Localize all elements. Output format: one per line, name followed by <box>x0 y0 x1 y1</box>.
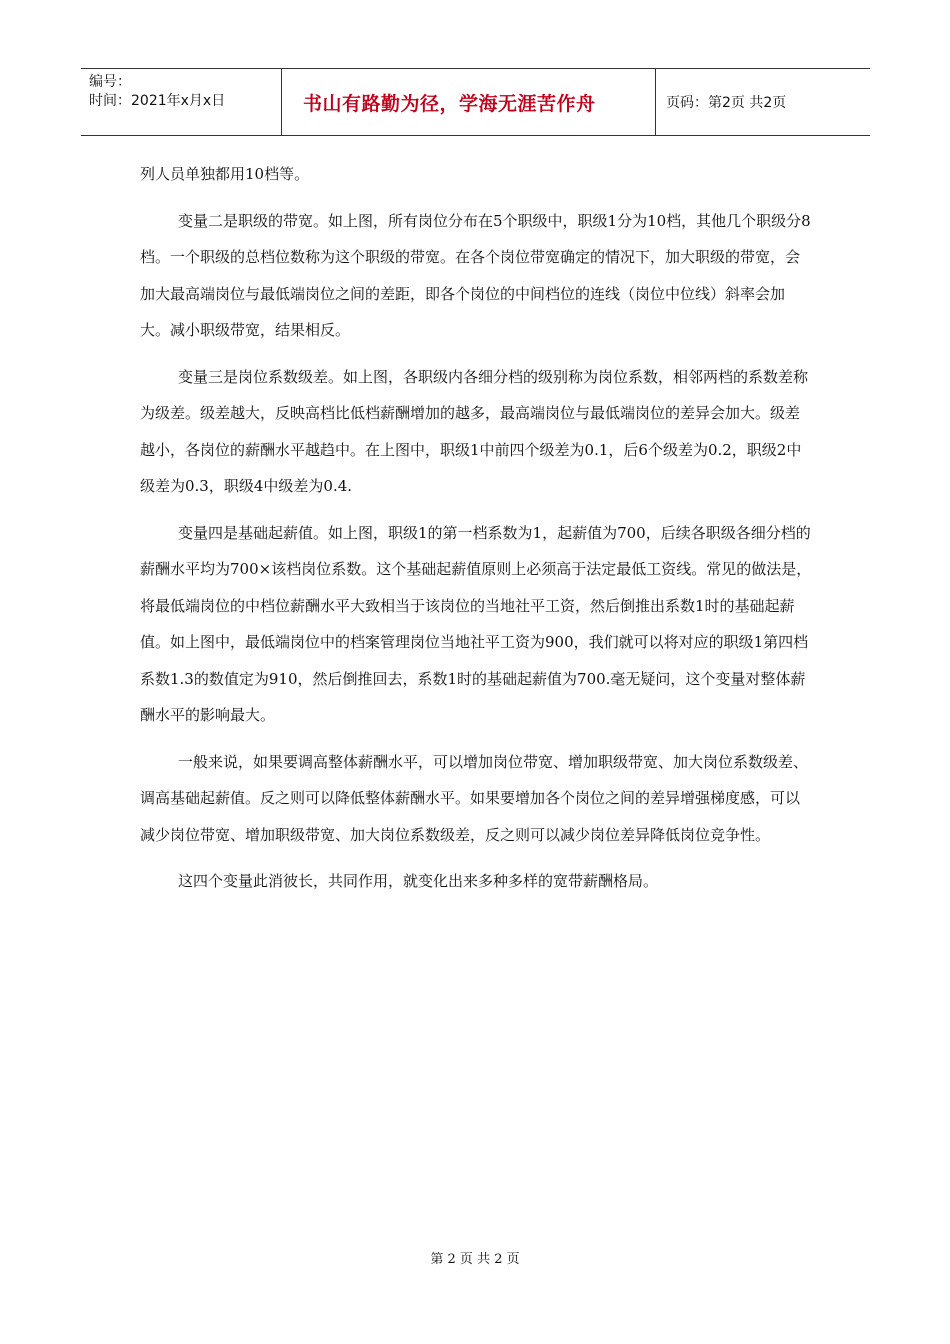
paragraph-variable-two: 变量二是职级的带宽。如上图，所有岗位分布在5个职级中，职级1分为10档，其他几个职级分8档。一个职级的总档位数称为这个职级的带宽。在各个岗位带宽确定的情况下，加大职级的带宽，会加大最高端岗位与最低端岗位之间的差距，即各个岗位的中间档位的连线（岗位中位线）斜率会加大。减小职级带宽，结果相反。 <box>140 211 811 339</box>
paragraph-variable-three: 变量三是岗位系数级差。如上图，各职级内各细分档的级别称为岗位系数，相邻两档的系数差称为级差。级差越大，反映高档比低档薪酬增加的越多，最高端岗位与最低端岗位的差异会加大。级差越小，各岗位的薪酬水平越趋中。在上图中，职级1中前四个级差为0.1，后6个级差为0.2，职级2中级差为0.3，职级4中级差为0.4. <box>140 367 809 495</box>
header-meta <box>81 69 282 135</box>
paragraph-continuation: 列人员单独都用10档等。 <box>140 165 310 183</box>
document-date: 时间：2021年x月x日 <box>89 93 226 109</box>
header-motto: 书山有路勤为径，学海无涯苦作舟 <box>282 69 656 135</box>
page-footer: 第 2 页 共 2 页 <box>430 1252 520 1267</box>
document-body <box>140 156 812 910</box>
paragraph-conclusion: 这四个变量此消彼长，共同作用，就变化出来多种多样的宽带薪酬格局。 <box>178 872 659 890</box>
paragraph-variable-four: 变量四是基础起薪值。如上图，职级1的第一档系数为1，起薪值为700，后续各职级各细分档的薪酬水平均为700×该档岗位系数。这个基础起薪值原则上必须高于法定最低工资线。常见的做法是，将最低端岗位的中档位薪酬水平大致相当于该岗位的当地社平工资，然后倒推出系数1时的基础起薪值。如上图中，最低端岗位中的档案管理岗位当地社平工资为900，我们就可以将对应的职级1第四档系数1.3的数值定为910，然后倒推回去，系数1时的基础起薪值为700.毫无疑问，这个变量对整体薪酬水平的影响最大。 <box>140 523 812 724</box>
paragraph-general: 一般来说，如果要调高整体薪酬水平，可以增加岗位带宽、增加职级带宽、加大岗位系数级差、调高基础起薪值。反之则可以降低整体薪酬水平。如果要增加各个岗位之间的差异增强梯度感，可以减少岗位带宽、增加职级带宽、加大岗位系数级差，反之则可以减少岗位差异降低岗位竞争性。 <box>140 752 809 844</box>
document-number-label: 编号： <box>89 74 131 90</box>
page-header <box>81 68 870 136</box>
header-page-info: 页码：第2页 共2页 <box>666 95 787 111</box>
